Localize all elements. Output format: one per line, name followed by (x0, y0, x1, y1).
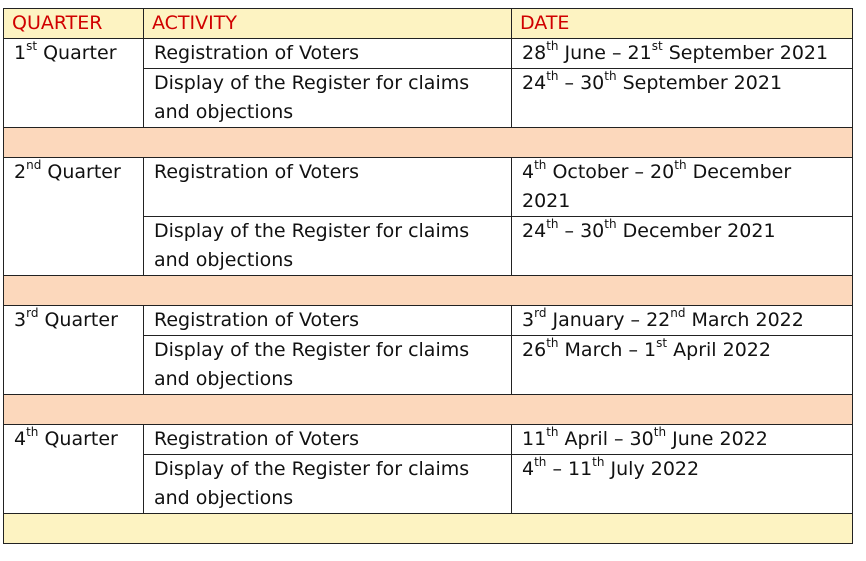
table-row (4, 425, 853, 455)
separator-row (4, 395, 853, 425)
quarter-cell: 4th Quarter (4, 425, 144, 514)
table-row (4, 39, 853, 69)
header-row (4, 9, 853, 39)
separator-row (4, 514, 853, 544)
activity-cell: Registration of Voters (144, 425, 512, 455)
date-cell: 11th April – 30th June 2022 (512, 425, 853, 455)
date-cell: 4th October – 20th December 2021 (512, 158, 853, 217)
quarter-header: QUARTER (4, 9, 144, 39)
date-cell: 4th – 11th July 2022 (512, 455, 853, 514)
activity-cell: Display of the Register for claims and objections (144, 217, 512, 276)
date-cell: 24th – 30th December 2021 (512, 217, 853, 276)
quarter-cell: 2nd Quarter (4, 158, 144, 276)
activity-cell: Registration of Voters (144, 306, 512, 336)
activity-cell: Display of the Register for claims and objections (144, 69, 512, 128)
activity-cell: Registration of Voters (144, 39, 512, 69)
quarter-cell: 1st Quarter (4, 39, 144, 128)
quarter-cell: 3rd Quarter (4, 306, 144, 395)
separator-row (4, 128, 853, 158)
table-row (4, 158, 853, 217)
separator-row (4, 276, 853, 306)
date-header: DATE (512, 9, 853, 39)
activity-cell: Display of the Register for claims and objections (144, 336, 512, 395)
date-cell: 3rd January – 22nd March 2022 (512, 306, 853, 336)
date-cell: 24th – 30th September 2021 (512, 69, 853, 128)
table-row (4, 306, 853, 336)
activity-header: ACTIVITY (144, 9, 512, 39)
activity-cell: Registration of Voters (144, 158, 512, 217)
voter-registration-schedule-table (3, 8, 853, 544)
activity-cell: Display of the Register for claims and objections (144, 455, 512, 514)
date-cell: 28th June – 21st September 2021 (512, 39, 853, 69)
date-cell: 26th March – 1st April 2022 (512, 336, 853, 395)
